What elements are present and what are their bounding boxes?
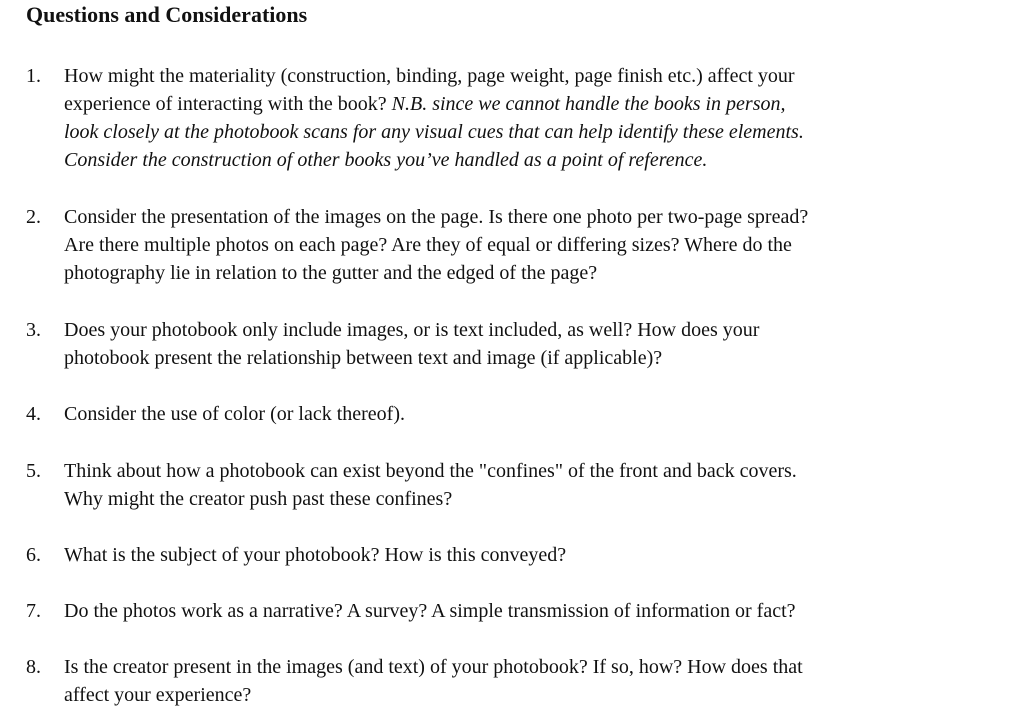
question-line (64, 90, 1014, 118)
question-number: 2. (26, 206, 41, 228)
question-line: affect your experience? (64, 684, 252, 706)
question-text (64, 62, 1014, 174)
question-line: photobook present the relationship between text and image (if applicable)? (64, 347, 663, 369)
question-line-text: experience of interacting with the book? (64, 93, 392, 115)
question-text (64, 597, 1014, 625)
question-line: What is the subject of your photobook? How is this conveyed? (64, 544, 567, 566)
question-number: 1. (26, 65, 41, 87)
question-line: How might the materiality (construction, binding, page weight, page finish etc.) affect your (64, 65, 795, 87)
question-text (64, 653, 1014, 709)
question-number: 4. (26, 403, 41, 425)
question-number: 5. (26, 460, 41, 482)
question-line: Does your photobook only include images, or is text included, as well? How does your (64, 319, 760, 341)
question-number: 6. (26, 544, 41, 566)
question-text (64, 203, 1014, 287)
nb-note: N.B. since we cannot handle the books in person, (391, 93, 786, 115)
question-text (64, 400, 1014, 428)
question-line: Consider the use of color (or lack thereof). (64, 403, 405, 425)
question-text (64, 457, 1014, 513)
question-number: 7. (26, 600, 41, 622)
question-line: Is the creator present in the images (and text) of your photobook? If so, how? How does that (64, 656, 803, 678)
question-number: 3. (26, 319, 41, 341)
question-line: Think about how a photobook can exist beyond the "confines" of the front and back covers. (64, 460, 797, 482)
question-text (64, 541, 1014, 569)
question-line: Consider the construction of other books you’ve handled as a point of reference. (64, 149, 708, 171)
question-line: photography lie in relation to the gutter and the edged of the page? (64, 262, 598, 284)
question-line: Are there multiple photos on each page? Are they of equal or differing sizes? Where do the (64, 234, 792, 256)
question-number: 8. (26, 656, 41, 678)
question-line: Consider the presentation of the images on the page. Is there one photo per two-page spread? (64, 206, 809, 228)
page-title: Questions and Considerations (26, 2, 308, 27)
question-line: Why might the creator push past these confines? (64, 488, 453, 510)
question-line: look closely at the photobook scans for any visual cues that can help identify these elements. (64, 121, 804, 143)
question-text (64, 316, 1014, 372)
question-line: Do the photos work as a narrative? A survey? A simple transmission of information or fact? (64, 600, 796, 622)
